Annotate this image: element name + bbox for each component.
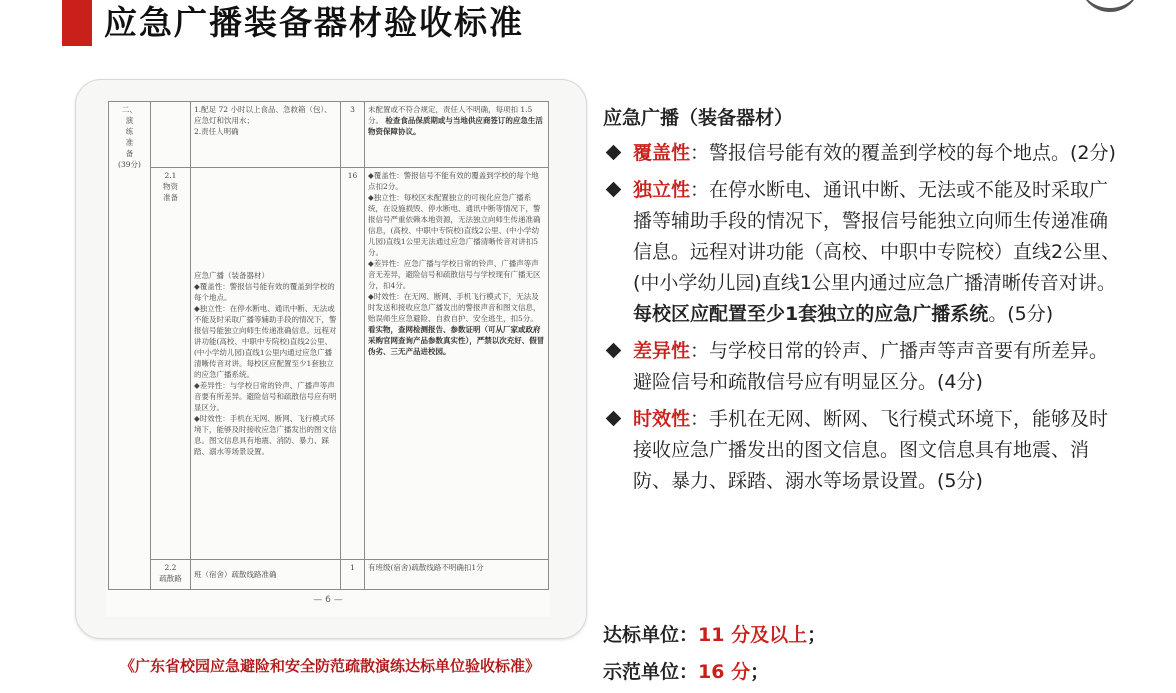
document-caption: 《广东省校园应急避险和安全防范疏散演练达标单位验收标准》: [119, 657, 540, 675]
section-heading: 应急广播（装备器材）: [603, 107, 794, 129]
decorative-arc: [1080, 0, 1140, 12]
criteria-keyword: 独立性: [633, 179, 691, 201]
result-end: ；: [750, 661, 770, 683]
criteria-list: [606, 138, 1126, 503]
deduction-bold-text: 检查食品保质期或与当地供应商签订的应急生活物资保障协议。: [368, 116, 543, 136]
criteria-item-difference: [606, 336, 1126, 398]
criteria-item-timeliness: [606, 404, 1126, 497]
content-cell: 1.配足 72 小时以上食品、急救箱（包）、应急灯和饮用水； 2.责任人明确: [191, 102, 341, 168]
criteria-item-independence: [606, 175, 1126, 330]
table-row: [109, 560, 549, 590]
document-page-number: — 6 —: [313, 595, 343, 605]
deduction-text: 未配置或不符合规定，责任人不明确，每项扣 1.5 分。: [368, 105, 533, 125]
points-cell: 3: [341, 102, 365, 168]
deduction-text: ◆覆盖性：警报信号不能有效的覆盖到学校的每个地点扣2分。 ◆独立性：每校区未配置独立的可视化应急广播系统，在设施损毁、停水断电、通讯中断等情况下，警报信号严重依赖本地资源，无法独立向师生传递准确信息，(高校、中职中专院校)直线2公里、(中小学幼儿园)直线1公里无法通过应急广播清晰传音对讲扣5分。 ◆差异性：应急广播与学校日常的铃声、广播声等声音无差异，避险信号和疏散信号与学校现有广播无区分，扣4分。 ◆时效性：在无网、断网、手机飞行模式下，无法及时发送和接收应急广播发出的警报声音和图文信息，贻误师生应急避险、自救自护、安全逃生，扣5分。: [368, 171, 541, 323]
diamond-bullet-icon: [606, 411, 622, 427]
content-cell: 班（宿舍）疏散线路准确: [191, 560, 341, 590]
deduction-cell: [365, 168, 549, 560]
result-label: 示范单位：: [603, 661, 699, 683]
document-scan-card: [75, 79, 587, 639]
result-value: 11 分及以上: [698, 624, 808, 646]
criteria-keyword: 覆盖性: [633, 142, 691, 164]
deduction-bold-text: 看实物，查网检测报告、参数证明（可从厂家或政府采购官网查询产品参数真实性），严禁以次充好、假冒伪劣、三无产品进校园。: [368, 325, 545, 356]
document-page: [106, 101, 550, 617]
criteria-suffix: 。(5分): [988, 303, 1054, 325]
result-label: 达标单位：: [603, 624, 699, 646]
deduction-cell: [365, 102, 549, 168]
result-standard: [603, 620, 826, 647]
criteria-keyword: 时效性: [633, 408, 691, 430]
points-cell: 1: [341, 560, 365, 590]
result-end: ；: [807, 624, 827, 646]
criteria-item-coverage: [606, 138, 1126, 169]
diamond-bullet-icon: [606, 182, 622, 198]
result-model: [603, 657, 769, 684]
page-title: 应急广播装备器材验收标准: [104, 3, 524, 42]
deduction-cell: 有班级(宿舍)疏散线路不明确扣1分: [365, 560, 549, 590]
title-accent-bar: [62, 0, 92, 46]
criteria-keyword: 差异性: [633, 340, 691, 362]
criteria-text: ：在停水断电、通讯中断、无法或不能及时采取广播等辅助手段的情况下，警报信号能独立向师生传递准确信息。远程对讲功能（高校、中职中专院校）直线2公里、(中小学幼儿园)直线1公里内通过应急广播清晰传音对讲。: [633, 179, 1121, 294]
content-cell: 应急广播（装备器材） ◆覆盖性：警报信号能有效的覆盖到学校的每个地点。 ◆独立性：在停水断电、通讯中断、无法或不能及时采取广播等辅助手段的情况下，警报信号能独立向师生传递准确信息。远程对讲功能(高校、中职中专院校)直线2公里、(中小学幼儿园)直线1公里内通过应急广播清晰传音对讲。每校区应配置至少1套独立的应急广播系统。 ◆差异性：与学校日常的铃声、广播声等声音要有所差异。避险信号和疏散信号应有明显区分。 ◆时效性：手机在无网、断网、飞行模式环境下，能够及时接收应急广播发出的图文信息。图文信息具有地震、消防、暴力、踩踏、溺水等场景设置。: [191, 168, 341, 560]
table-row: [109, 102, 549, 168]
criteria-text: ：警报信号能有效的覆盖到学校的每个地点。(2分): [690, 142, 1116, 164]
diamond-bullet-icon: [606, 145, 622, 161]
sub-cell-empty: [151, 102, 191, 168]
criteria-text: ：手机在无网、断网、飞行模式环境下，能够及时接收应急广播发出的图文信息。图文信息具有地震、消防、暴力、踩踏、溺水等场景设置。(5分): [633, 408, 1109, 492]
result-value: 16 分: [698, 661, 751, 683]
standards-table: [108, 101, 549, 590]
criteria-text: ：与学校日常的铃声、广播声等声音要有所差异。避险信号和疏散信号应有明显区分。(4分): [633, 340, 1109, 393]
criteria-bold-text: 每校区应配置至少1套独立的应急广播系统: [633, 303, 989, 325]
sub-cell: 2.1 物资 准备: [151, 168, 191, 560]
category-cell: 二、 演 练 准 备 (39分): [109, 102, 151, 590]
sub-cell: 2.2 疏散路: [151, 560, 191, 590]
diamond-bullet-icon: [606, 343, 622, 359]
table-row: [109, 168, 549, 560]
points-cell: 16: [341, 168, 365, 560]
